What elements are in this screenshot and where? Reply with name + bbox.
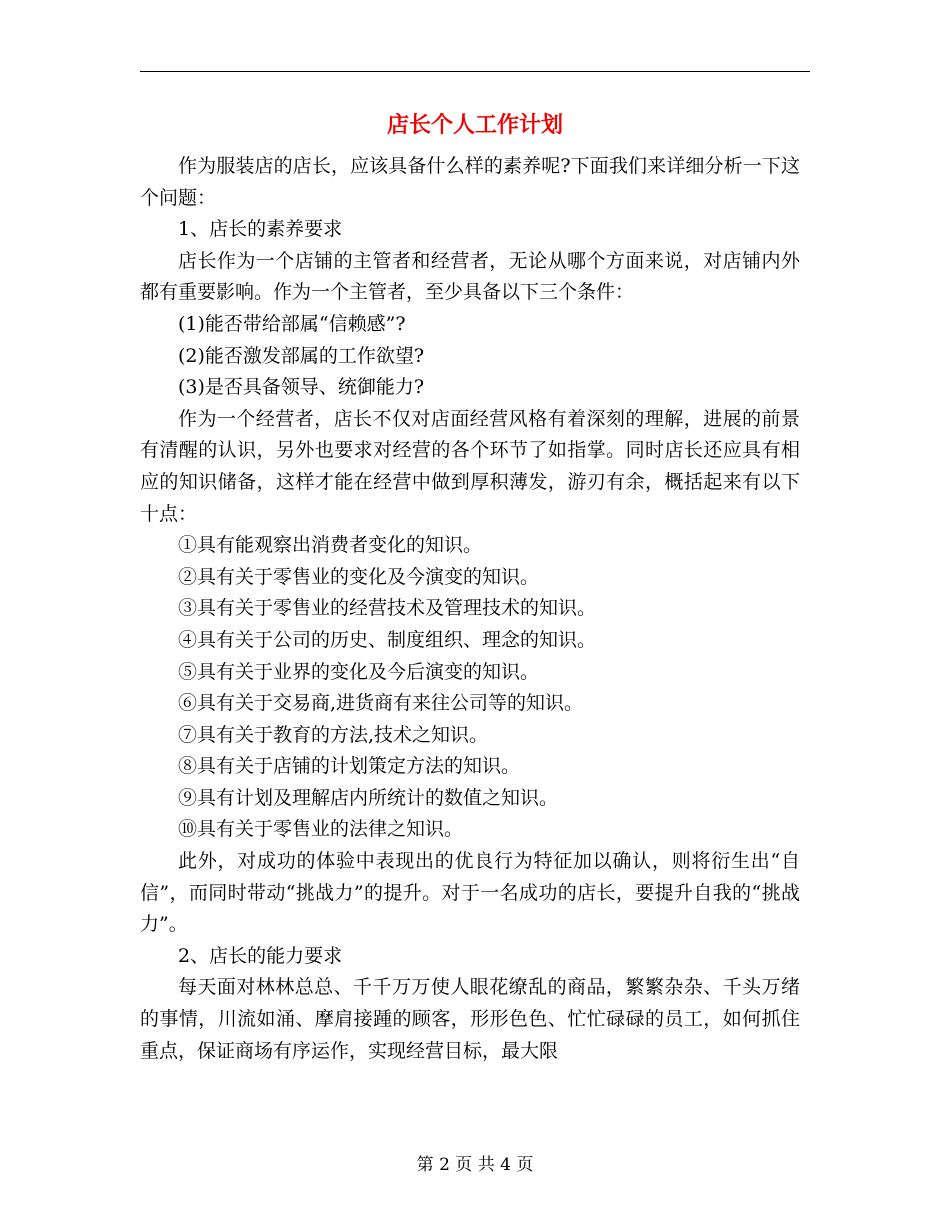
list-item: ⑨具有计划及理解店内所统计的数值之知识。 [178, 786, 559, 809]
header-rule [140, 71, 810, 72]
document-title: 店长个人工作计划 [386, 112, 563, 138]
list-item: (1)能否带给部属“信赖感”? [178, 312, 406, 335]
list-item: (2)能否激发部属的工作欲望? [178, 344, 425, 367]
list-item: ⑥具有关于交易商,进货商有来往公司等的知识。 [178, 692, 584, 715]
list-item: ⑤具有关于业界的变化及今后演变的知识。 [178, 660, 540, 683]
page-footer: 第 2 页 共 4 页 [416, 1155, 534, 1175]
list-item: ⑧具有关于店铺的计划策定方法的知识。 [178, 755, 521, 778]
paragraph: 此外，对成功的体验中表现出的优良行为特征加以确认，则将衍生出“自信”，而同时带动“挑战力”的提升。对于一名成功的店长，要提升自我的“挑战力”。 [140, 850, 800, 936]
section-heading: 1、店长的素养要求 [178, 218, 343, 241]
list-item: ③具有关于零售业的经营技术及管理技术的知识。 [178, 597, 597, 620]
list-item: ①具有能观察出消费者变化的知识。 [178, 534, 483, 557]
list-item: ④具有关于公司的历史、制度组织、理念的知识。 [178, 628, 597, 651]
paragraph: 每天面对林林总总、千千万万使人眼花缭乱的商品，繁繁杂杂、千头万绪的事情，川流如涌、摩肩接踵的顾客，形形色色、忙忙碌碌的员工，如何抓住重点，保证商场有序运作，实现经营目标，最大限 [140, 976, 800, 1062]
section-heading: 2、店长的能力要求 [178, 944, 343, 967]
list-item: (3)是否具备领导、统御能力? [178, 376, 425, 399]
list-item: ②具有关于零售业的变化及今演变的知识。 [178, 565, 540, 588]
paragraph: 作为服装店的店长，应该具备什么样的素养呢?下面我们来详细分析一下这个问题： [140, 155, 800, 209]
list-item: ⑩具有关于零售业的法律之知识。 [178, 818, 464, 841]
list-item: ⑦具有关于教育的方法,技术之知识。 [178, 723, 489, 746]
document-body [140, 151, 800, 1067]
paragraph: 店长作为一个店铺的主管者和经营者，无论从哪个方面来说，对店铺内外都有重要影响。作为一个主管者，至少具备以下三个条件： [140, 249, 800, 304]
paragraph: 作为一个经营者，店长不仅对店面经营风格有着深刻的理解，进展的前景有清醒的认识，另外也要求对经营的各个环节了如指掌。同时店长还应具有相应的知识储备，这样才能在经营中做到厚积薄发，游刃有余，概括起来有以下十点： [140, 407, 800, 525]
